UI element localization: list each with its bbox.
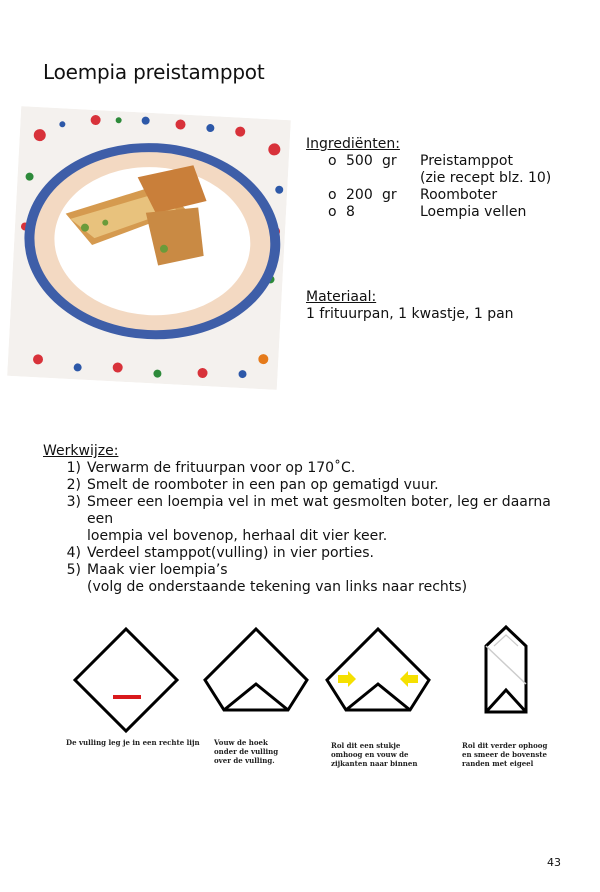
- fold-diagram-4: [480, 624, 532, 716]
- ingredient-unit: gr: [382, 153, 397, 169]
- ingredients-section: [306, 136, 551, 221]
- method-step: [43, 545, 563, 562]
- ingredient-name: Roomboter: [420, 187, 498, 203]
- bullet: o: [328, 187, 337, 203]
- step-text: Maak vier loempia’s: [87, 562, 228, 578]
- method-step: [43, 460, 563, 477]
- ingredient-row: [306, 153, 551, 187]
- step-number: 2): [66, 477, 81, 493]
- method-heading: Werkwijze:: [43, 443, 119, 459]
- diagram-caption: Rol dit verder ophoog en smeer de bovenste randen met eigeel: [462, 741, 548, 768]
- diagram-caption: Vouw de hoek onder de vulling over de vulling.: [214, 738, 279, 765]
- step-number: 5): [66, 562, 81, 578]
- ingredient-unit: gr: [382, 187, 397, 203]
- page-title: Loempia preistamppot: [43, 60, 265, 84]
- bullet: o: [328, 153, 337, 169]
- diagram-caption: Rol dit een stukje omhoog en vouw de zijkanten naar binnen: [331, 741, 418, 768]
- ingredient-unit: [382, 204, 420, 221]
- step-text: Verdeel stamppot(vulling) in vier porties.: [87, 545, 375, 561]
- ingredient-qty: 500: [346, 153, 373, 169]
- step-number: 4): [66, 545, 81, 561]
- method-section: [43, 443, 563, 596]
- method-step: [43, 494, 563, 545]
- ingredient-qty: 200: [346, 187, 373, 203]
- recipe-photo: [7, 106, 291, 390]
- ingredient-name: Loempia vellen: [420, 204, 527, 220]
- diagram-caption: De vulling leg je in een rechte lijn: [66, 738, 200, 747]
- fold-diagram-2: [202, 626, 310, 714]
- ingredient-name: Preistamppot (zie recept blz. 10): [420, 153, 552, 186]
- bullet: o: [328, 204, 337, 220]
- materials-section: [306, 289, 514, 323]
- page-number: 43: [547, 856, 561, 869]
- method-step: [43, 562, 563, 579]
- method-step: [43, 477, 563, 494]
- fold-diagram-1: [72, 626, 180, 734]
- step-text: Verwarm de frituurpan voor op 170˚C.: [87, 460, 356, 476]
- fold-diagram-3: [324, 626, 432, 714]
- materials-text: 1 frituurpan, 1 kwastje, 1 pan: [306, 306, 514, 322]
- materials-heading: Materiaal:: [306, 289, 377, 305]
- step-text: Smelt de roomboter in een pan op gematigd vuur.: [87, 477, 439, 493]
- method-note: (volg de onderstaande tekening van links naar rechts): [87, 579, 468, 595]
- ingredient-row: [306, 204, 551, 221]
- step-text: Smeer een loempia vel in met wat gesmolten boter, leg er daarna een loempia vel bovenop, herhaal dit vier keer.: [87, 494, 551, 544]
- ingredient-row: [306, 187, 551, 204]
- step-number: 1): [66, 460, 81, 476]
- ingredients-heading: Ingrediënten:: [306, 136, 400, 152]
- ingredient-qty: 8: [346, 204, 355, 220]
- step-number: 3): [66, 494, 81, 510]
- filling-line: [113, 695, 141, 699]
